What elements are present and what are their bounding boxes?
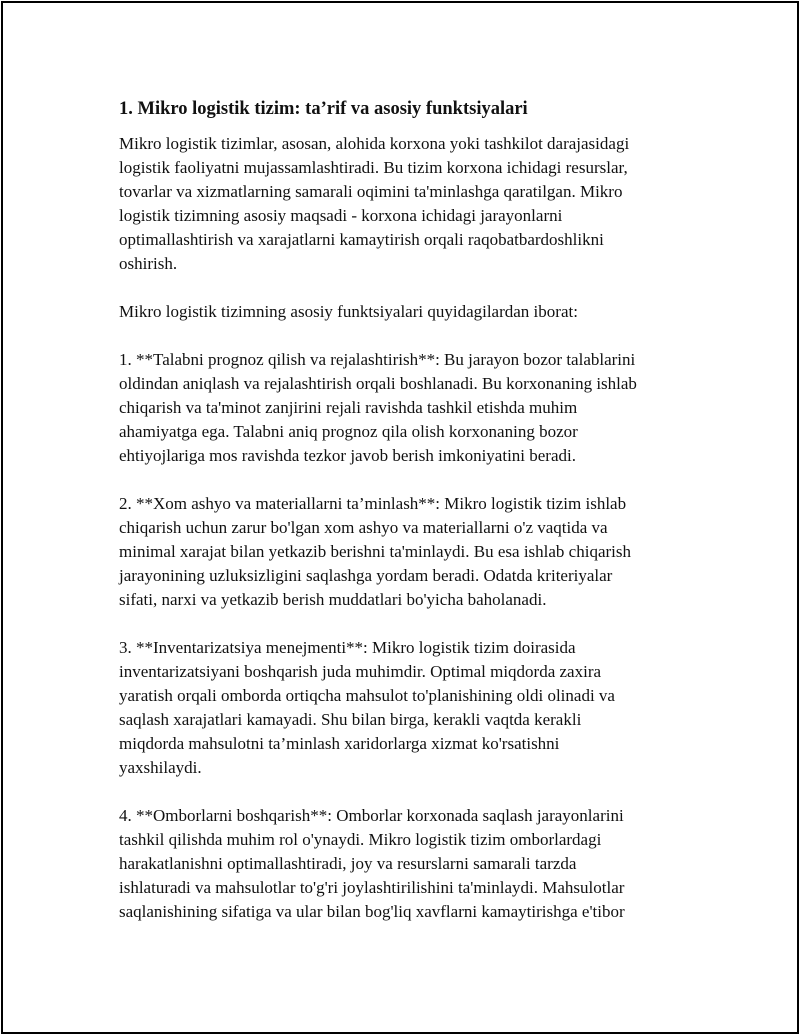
text-line: chiqarish uchun zarur bo'lgan xom ashyo va materiallarni o'z vaqtida va	[119, 518, 608, 537]
text-line: oldindan aniqlash va rejalashtirish orqali boshlanadi. Bu korxonaning ishlab	[119, 374, 637, 393]
paragraph-functions-lead	[119, 300, 699, 324]
text-line: 1. **Talabni prognoz qilish va rejalashtirish**: Bu jarayon bozor talablarini	[119, 350, 636, 369]
document-heading: 1. Mikro logistik tizim: ta’rif va asosiy funktsiyalari	[119, 99, 528, 119]
text-line: inventarizatsiyani boshqarish juda muhimdir. Optimal miqdorda zaxira	[119, 662, 602, 681]
text-line: chiqarish va ta'minot zanjirini rejali ravishda tashkil etishda muhim	[119, 398, 578, 417]
text-line: yaratish orqali omborda ortiqcha mahsulot to'planishining oldi olinadi va	[119, 686, 615, 705]
text-line: oshirish.	[119, 254, 178, 273]
text-line: 2. **Xom ashyo va materiallarni ta’minlash**: Mikro logistik tizim ishlab	[119, 494, 627, 513]
text-line: saqlash xarajatlari kamayadi. Shu bilan birga, kerakli vaqtda kerakli	[119, 710, 582, 729]
paragraph-intro	[119, 132, 699, 276]
text-line: tashkil qilishda muhim rol o'ynaydi. Mikro logistik tizim omborlardagi	[119, 830, 602, 849]
text-line: sifati, narxi va yetkazib berish muddatlari bo'yicha baholanadi.	[119, 590, 547, 609]
text-line: miqdorda mahsulotni ta’minlash xaridorlarga xizmat ko'rsatishni	[119, 734, 560, 753]
text-line: yaxshilaydi.	[119, 758, 202, 777]
text-line: minimal xarajat bilan yetkazib berishni ta'minlaydi. Bu esa ishlab chiqarish	[119, 542, 631, 561]
text-line: harakatlanishni optimallashtiradi, joy va resurslarni samarali tarzda	[119, 854, 577, 873]
text-line: Mikro logistik tizimlar, asosan, alohida korxona yoki tashkilot darajasidagi	[119, 134, 630, 153]
text-line: tovarlar va xizmatlarning samarali oqimini ta'minlashga qaratilgan. Mikro	[119, 182, 623, 201]
text-line: 4. **Omborlarni boshqarish**: Omborlar korxonada saqlash jarayonlarini	[119, 806, 624, 825]
text-line: ahamiyatga ega. Talabni aniq prognoz qila olish korxonaning bozor	[119, 422, 578, 441]
paragraph-item-2	[119, 492, 699, 612]
text-line: optimallashtirish va xarajatlarni kamaytirish orqali raqobatbardoshlikni	[119, 230, 604, 249]
text-line: logistik tizimning asosiy maqsadi - korxona ichidagi jarayonlarni	[119, 206, 563, 225]
paragraph-item-1	[119, 348, 699, 468]
text-line: jarayonining uzluksizligini saqlashga yordam beradi. Odatda kriteriyalar	[119, 566, 613, 585]
text-line: ehtiyojlariga mos ravishda tezkor javob berish imkoniyatini beradi.	[119, 446, 576, 465]
text-line: ishlaturadi va mahsulotlar to'g'ri joylashtirilishini ta'minlaydi. Mahsulotlar	[119, 878, 625, 897]
paragraph-item-3	[119, 636, 699, 780]
text-line: saqlanishining sifatiga va ular bilan bog'liq xavflarni kamaytirishga e'tibor	[119, 902, 625, 921]
paragraph-item-4	[119, 804, 699, 924]
document-body	[119, 97, 699, 948]
page-frame	[1, 1, 799, 1034]
text-line: 3. **Inventarizatsiya menejmenti**: Mikro logistik tizim doirasida	[119, 638, 576, 657]
text-line: Mikro logistik tizimning asosiy funktsiyalari quyidagilardan iborat:	[119, 302, 578, 321]
text-line: logistik faoliyatni mujassamlashtiradi. Bu tizim korxona ichidagi resurslar,	[119, 158, 628, 177]
